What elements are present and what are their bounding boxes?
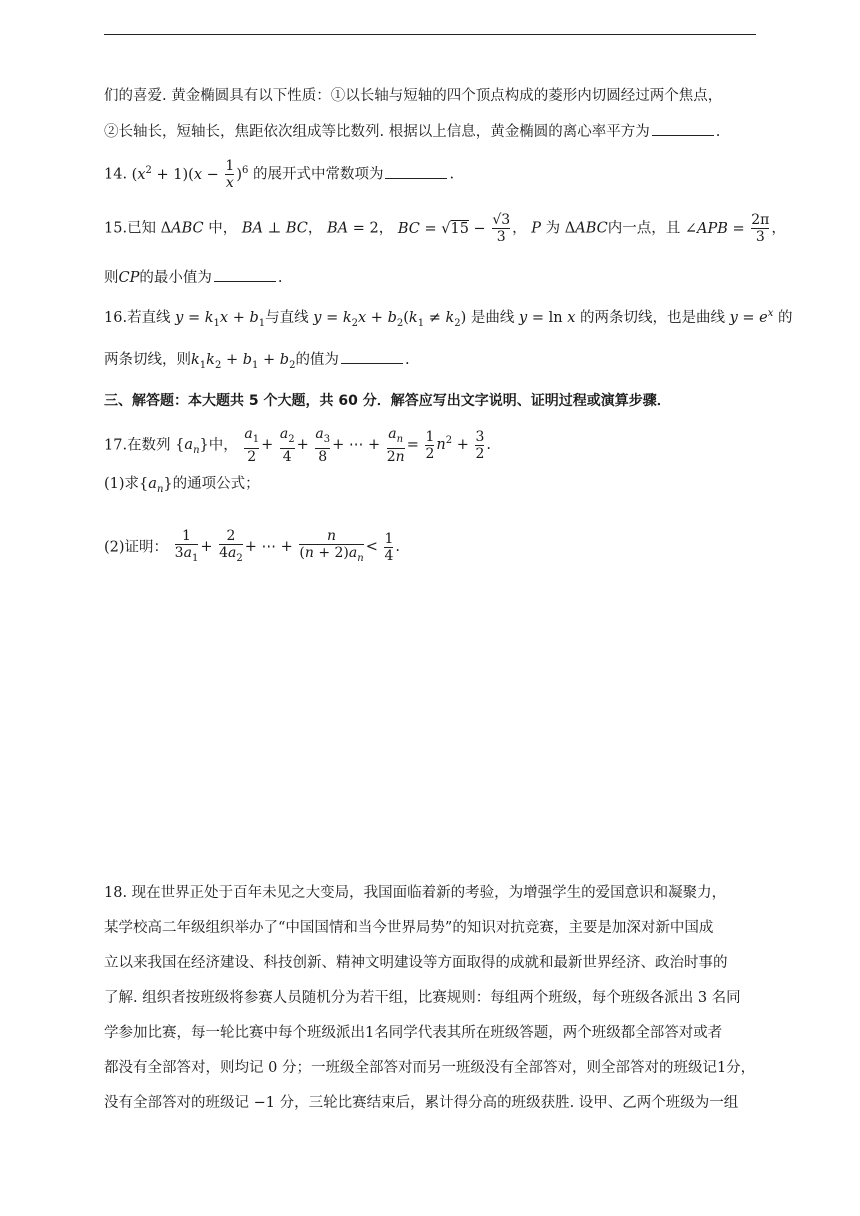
q15-formula: BA ⊥ BC: [241, 220, 308, 237]
q17-part1: [104, 474, 756, 500]
q14-formula: $(x^2 + 1)(x$ − $\frac{1}{x}$ )$^6$: [131, 158, 249, 191]
q17-part2: [104, 528, 756, 567]
q15-text: 中，: [208, 220, 238, 237]
answer-blank: [652, 123, 714, 136]
q18-line4: 了解. 组织者按班级将参赛人员随机分为若干组，比赛规则：每组两个班级，每个班级各派出 3 名同: [104, 990, 741, 1006]
q15-formula: P: [531, 220, 542, 237]
question-number: 15.: [104, 220, 128, 237]
question-16: [104, 304, 793, 334]
q18-line7: 没有全部答对的班级记 −1 分，三轮比赛结束后，累计得分高的班级获胜. 设甲、乙两个班级为一组: [104, 1095, 739, 1111]
q15-formula: ΔABC: [564, 220, 608, 237]
q16-text: 若直线: [127, 309, 171, 326]
q16-formula: $y = k_1x + b_1$: [175, 309, 266, 329]
q15-text: 的最小值为: [139, 270, 212, 286]
q16-text: 是曲线: [470, 309, 515, 326]
q18-line5: 学参加比赛，每一轮比赛中每个班级派出1名同学代表其所在班级答题，两个班级都全部答对或者: [104, 1025, 723, 1041]
q17-formula: $\frac{1}{3a_1}$ + $\frac{2}{4a_2}$ + ⋯ + $\frac{n}{(n + 2)a_n}$ < $\frac{1}{4}$ .: [173, 539, 400, 555]
section-heading: 三、解答题：本大题共 5 个大题，共 60 分．解答应写出文字说明、证明过程或演算步骤．: [104, 393, 671, 409]
question-16-line2: 两条切线，则$k_1k_2 + b_1 + b_2$的值为 .: [104, 352, 410, 371]
q15-text: ，: [378, 220, 394, 237]
q18-line6: 都没有全部答对，则均记 0 分；一班级全部答对而另一班级没有全部答对，则全部答对的班级记1分，: [104, 1060, 756, 1076]
question-14: 14. $(x^2 + 1)(x$ − $\frac{1}{x}$ )$^6$ 的展开式中常数项为 .: [104, 158, 455, 191]
q16-formula: $y = e^x$: [729, 308, 774, 326]
answer-blank: [214, 269, 276, 282]
q17-text: (1)求: [104, 476, 140, 492]
q15-text: 为: [545, 220, 561, 237]
answer-blank: [385, 166, 447, 179]
q13-text: ②长轴长，短轴长，焦距依次组成等比数列. 根据以上信息，黄金椭圆的离心率平方为: [104, 124, 650, 140]
q18-line3: 立以来我国在经济建设、科技创新、精神文明建设等方面取得的成就和最新世界经济、政治时事的: [104, 955, 728, 971]
q15-text: 则: [104, 270, 119, 286]
question-17: [104, 426, 756, 465]
q13-continuation-line1: 们的喜爱. 黄金椭圆具有以下性质：①以长轴与短轴的四个顶点构成的菱形内切圆经过两个焦点，: [104, 88, 723, 104]
q16-text: 的两条切线，也是曲线: [579, 309, 725, 326]
q16-formula: $k_1k_2 + b_1 + b_2$: [191, 352, 296, 371]
q14-text: 的展开式中常数项为: [252, 166, 384, 183]
question-number: 14.: [104, 166, 128, 183]
q15-text: 已知: [127, 220, 157, 237]
q16-text: 的值为: [295, 352, 339, 368]
question-15-line2: 则CP的最小值为 .: [104, 270, 283, 286]
q16-text: 的: [778, 309, 793, 326]
question-number: 16.: [104, 309, 128, 326]
q15-formula: ∠APB = $\frac{2\pi}{3}$: [684, 212, 770, 245]
q18-line1: 18. 现在世界正处于百年未见之大变局，我国面临着新的考验，为增强学生的爱国意识和凝聚力，: [104, 885, 727, 901]
q15-text: 内一点，且: [607, 220, 681, 237]
question-15: 15.已知 ΔABC 中， BA ⊥ BC， BA = 2， BC = √15 − $\frac{√3}{3}$ ， P 为 ΔABC内一点，且 ∠APB = $\frac{2\pi}{3}$ ，: [104, 212, 786, 245]
q16-text: 与直线: [265, 309, 309, 326]
q16-text: 两条切线，则: [104, 352, 191, 368]
q16-formula: $y = k_2x + b_2(k_1 \ne k_2)$: [313, 309, 467, 329]
q17-formula: $\frac{a_1}{2}$ + $\frac{a_2}{4}$ + $\frac{a_3}{8}$ + ⋯ + $\frac{a_n}{2n}$ = $\frac{1}{2}$ $n^2$ + $\frac{3}{2}$ .: [244, 426, 491, 465]
q17-formula: $\{a_n\}$: [139, 476, 173, 495]
question-number: 17.: [104, 437, 128, 454]
q15-formula: BA = 2: [327, 220, 379, 237]
q15-text: ，: [307, 220, 323, 237]
q17-text: (2)证明：: [104, 539, 169, 556]
answer-blank: [341, 351, 403, 364]
q18-line2: 某学校高二年级组织举办了“中国国情和当今世界局势”的知识对抗竞赛，主要是加深对新中国成: [104, 920, 714, 936]
q16-formula: y = ln x: [519, 309, 576, 326]
q17-formula: $\{a_n\}$: [175, 437, 209, 457]
q17-text: 在数列: [127, 437, 171, 454]
q15-formula: CP: [118, 270, 140, 286]
q15-formula: ΔABC: [156, 220, 204, 237]
q17-text: 的通项公式；: [172, 476, 260, 492]
q15-formula: BC = √15 − $\frac{√3}{3}$: [397, 212, 511, 245]
q13-continuation-line2: ②长轴长，短轴长，焦距依次组成等比数列. 根据以上信息，黄金椭圆的离心率平方为 .: [104, 124, 721, 140]
q17-text: 中，: [208, 437, 238, 454]
header-rule: [104, 34, 756, 35]
